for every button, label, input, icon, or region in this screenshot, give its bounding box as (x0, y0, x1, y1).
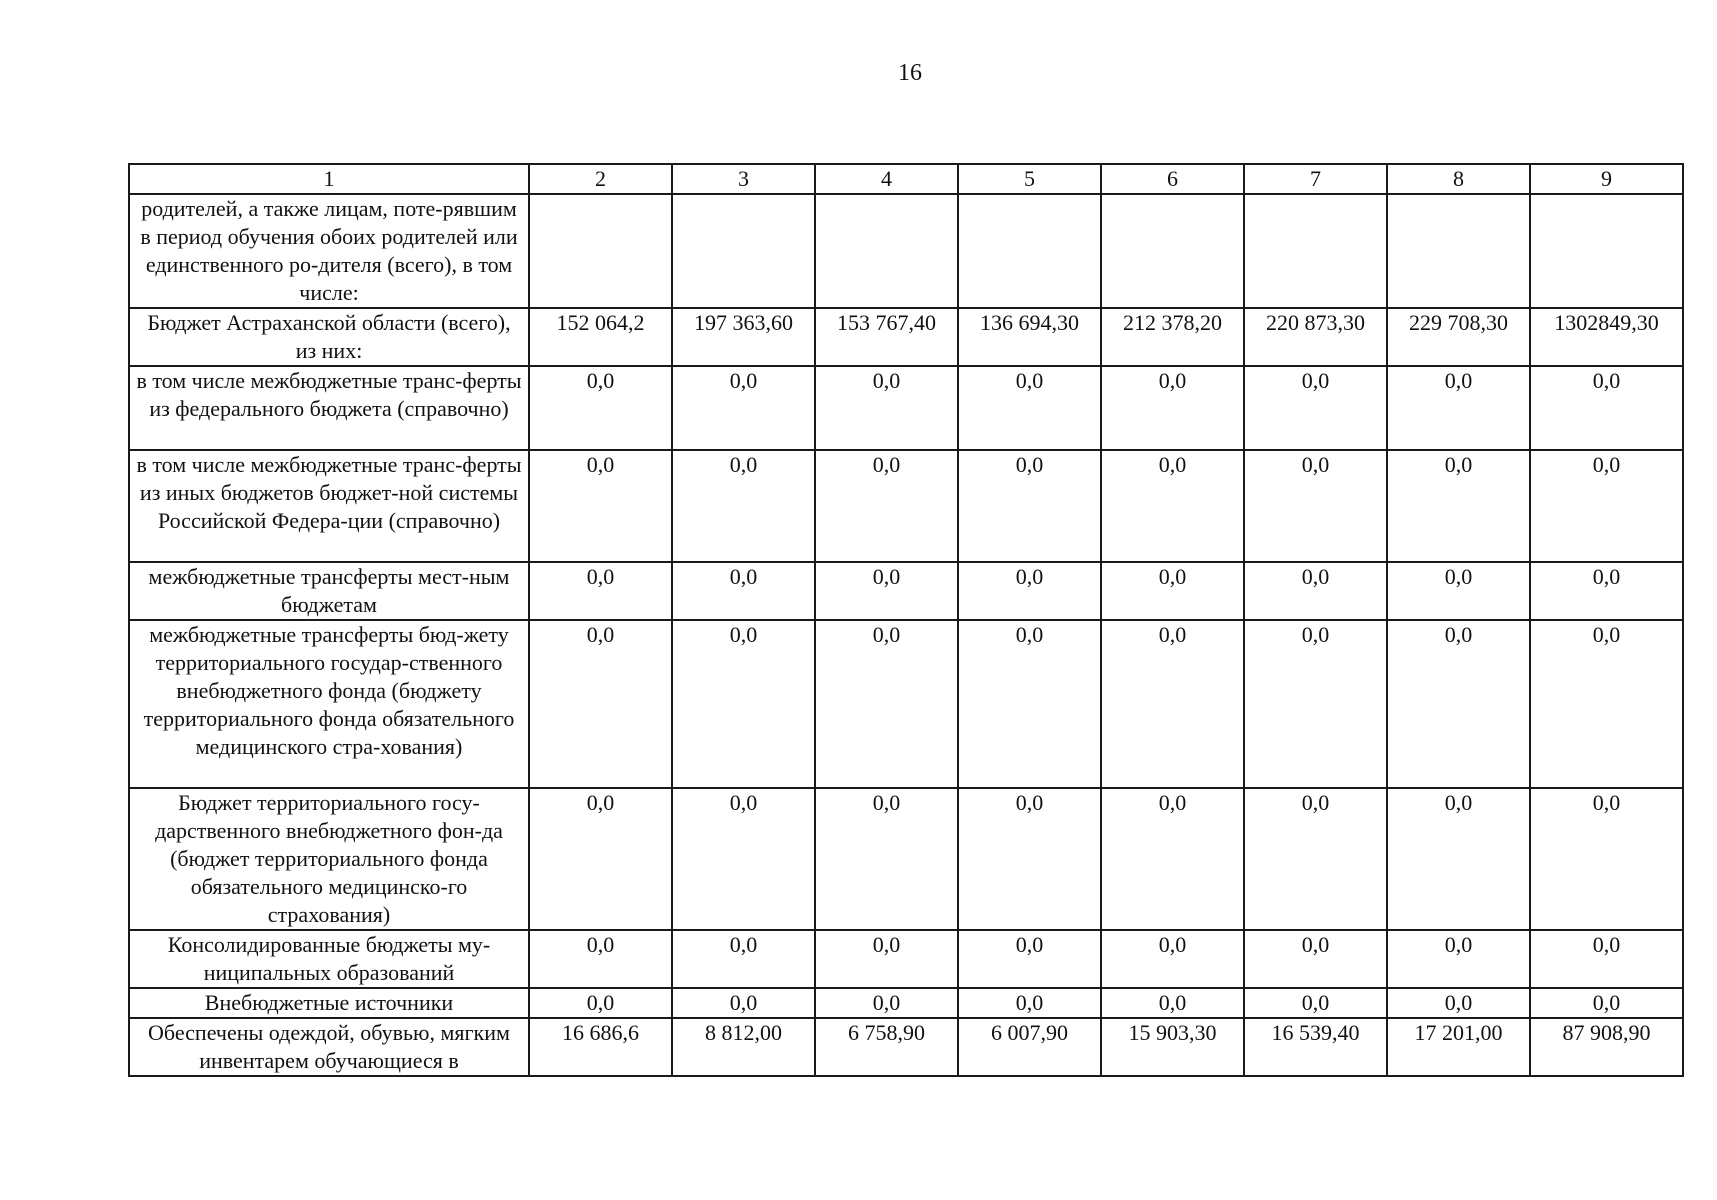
row-label: Бюджет территориального госу-дарственного внебюджетного фон-да (бюджет территориального фонда обязательного медицинско-го страхования) (129, 788, 529, 930)
value-cell: 16 686,6 (529, 1018, 672, 1076)
value-cell: 0,0 (1387, 562, 1530, 620)
value-cell: 0,0 (672, 988, 815, 1018)
value-cell: 0,0 (1101, 930, 1244, 988)
row-label: Обеспечены одеждой, обувью, мягким инвентарем обучающиеся в (129, 1018, 529, 1076)
value-cell: 8 812,00 (672, 1018, 815, 1076)
value-cell (1387, 194, 1530, 308)
value-cell: 197 363,60 (672, 308, 815, 366)
value-cell (1101, 194, 1244, 308)
value-cell: 17 201,00 (1387, 1018, 1530, 1076)
value-cell: 0,0 (1244, 788, 1387, 930)
column-number-cell: 4 (815, 164, 958, 194)
table-row (129, 1018, 1683, 1076)
value-cell: 0,0 (1530, 562, 1683, 620)
table-row (129, 930, 1683, 988)
table-row (129, 366, 1683, 450)
value-cell: 0,0 (1387, 366, 1530, 450)
value-cell: 0,0 (1101, 562, 1244, 620)
row-label: Бюджет Астраханской области (всего), из них: (129, 308, 529, 366)
value-cell: 0,0 (672, 366, 815, 450)
column-number-cell: 9 (1530, 164, 1683, 194)
value-cell: 0,0 (529, 366, 672, 450)
value-cell: 0,0 (1101, 788, 1244, 930)
value-cell: 136 694,30 (958, 308, 1101, 366)
value-cell: 152 064,2 (529, 308, 672, 366)
value-cell: 0,0 (672, 930, 815, 988)
value-cell: 87 908,90 (1530, 1018, 1683, 1076)
value-cell: 0,0 (815, 450, 958, 562)
value-cell: 220 873,30 (1244, 308, 1387, 366)
value-cell: 0,0 (958, 450, 1101, 562)
row-label: Консолидированные бюджеты му-ниципальных образований (129, 930, 529, 988)
value-cell (672, 194, 815, 308)
value-cell: 0,0 (1387, 988, 1530, 1018)
value-cell: 0,0 (1244, 562, 1387, 620)
value-cell: 0,0 (815, 788, 958, 930)
value-cell: 0,0 (1244, 988, 1387, 1018)
table-body (129, 164, 1683, 1076)
value-cell: 0,0 (1530, 930, 1683, 988)
value-cell: 0,0 (672, 562, 815, 620)
value-cell: 0,0 (1387, 620, 1530, 788)
value-cell: 0,0 (1530, 620, 1683, 788)
value-cell: 0,0 (958, 930, 1101, 988)
value-cell: 0,0 (529, 930, 672, 988)
value-cell: 0,0 (1530, 788, 1683, 930)
value-cell: 0,0 (1387, 450, 1530, 562)
value-cell: 0,0 (958, 366, 1101, 450)
value-cell: 0,0 (958, 988, 1101, 1018)
value-cell: 0,0 (1387, 788, 1530, 930)
value-cell (958, 194, 1101, 308)
column-number-cell: 2 (529, 164, 672, 194)
value-cell: 0,0 (1101, 988, 1244, 1018)
table-row (129, 308, 1683, 366)
column-number-cell: 8 (1387, 164, 1530, 194)
table-row (129, 194, 1683, 308)
table-row (129, 620, 1683, 788)
value-cell: 0,0 (958, 562, 1101, 620)
value-cell (1530, 194, 1683, 308)
value-cell: 0,0 (1244, 620, 1387, 788)
row-label: межбюджетные трансферты бюд-жету территориального государ-ственного внебюджетного фонда (бюджету территориального фонда обязательного медицинского стра-хования) (129, 620, 529, 788)
table-row (129, 562, 1683, 620)
value-cell: 212 378,20 (1101, 308, 1244, 366)
column-number-cell: 6 (1101, 164, 1244, 194)
value-cell: 0,0 (815, 366, 958, 450)
value-cell: 0,0 (815, 562, 958, 620)
column-number-cell: 5 (958, 164, 1101, 194)
value-cell: 0,0 (529, 988, 672, 1018)
value-cell (529, 194, 672, 308)
value-cell: 15 903,30 (1101, 1018, 1244, 1076)
value-cell: 153 767,40 (815, 308, 958, 366)
row-label: межбюджетные трансферты мест-ным бюджетам (129, 562, 529, 620)
value-cell: 0,0 (1244, 930, 1387, 988)
table-row (129, 450, 1683, 562)
value-cell: 0,0 (1530, 988, 1683, 1018)
value-cell: 0,0 (529, 620, 672, 788)
value-cell: 0,0 (1244, 366, 1387, 450)
budget-table (128, 163, 1684, 1077)
value-cell: 0,0 (529, 788, 672, 930)
value-cell: 0,0 (1244, 450, 1387, 562)
value-cell: 229 708,30 (1387, 308, 1530, 366)
value-cell: 0,0 (672, 450, 815, 562)
column-number-cell: 1 (129, 164, 529, 194)
value-cell: 0,0 (1101, 620, 1244, 788)
value-cell: 0,0 (529, 562, 672, 620)
table-row (129, 988, 1683, 1018)
value-cell: 0,0 (529, 450, 672, 562)
value-cell: 0,0 (958, 788, 1101, 930)
column-number-cell: 3 (672, 164, 815, 194)
value-cell: 0,0 (1387, 930, 1530, 988)
value-cell (815, 194, 958, 308)
value-cell: 16 539,40 (1244, 1018, 1387, 1076)
value-cell: 0,0 (672, 788, 815, 930)
value-cell: 1302849,30 (1530, 308, 1683, 366)
value-cell (1244, 194, 1387, 308)
table-row (129, 788, 1683, 930)
row-label: родителей, а также лицам, поте-рявшим в период обучения обоих родителей или единственного ро-дителя (всего), в том числе: (129, 194, 529, 308)
page-number: 16 (898, 60, 922, 86)
value-cell: 0,0 (815, 988, 958, 1018)
value-cell: 0,0 (815, 620, 958, 788)
value-cell: 0,0 (958, 620, 1101, 788)
value-cell: 0,0 (672, 620, 815, 788)
row-label: в том числе межбюджетные транс-ферты из иных бюджетов бюджет-ной системы Российской Федера-ции (справочно) (129, 450, 529, 562)
value-cell: 0,0 (1530, 450, 1683, 562)
column-number-cell: 7 (1244, 164, 1387, 194)
value-cell: 0,0 (1530, 366, 1683, 450)
value-cell: 0,0 (1101, 366, 1244, 450)
row-label: Внебюджетные источники (129, 988, 529, 1018)
row-label: в том числе межбюджетные транс-ферты из федерального бюджета (справочно) (129, 366, 529, 450)
value-cell: 0,0 (815, 930, 958, 988)
column-number-row (129, 164, 1683, 194)
value-cell: 0,0 (1101, 450, 1244, 562)
value-cell: 6 758,90 (815, 1018, 958, 1076)
value-cell: 6 007,90 (958, 1018, 1101, 1076)
